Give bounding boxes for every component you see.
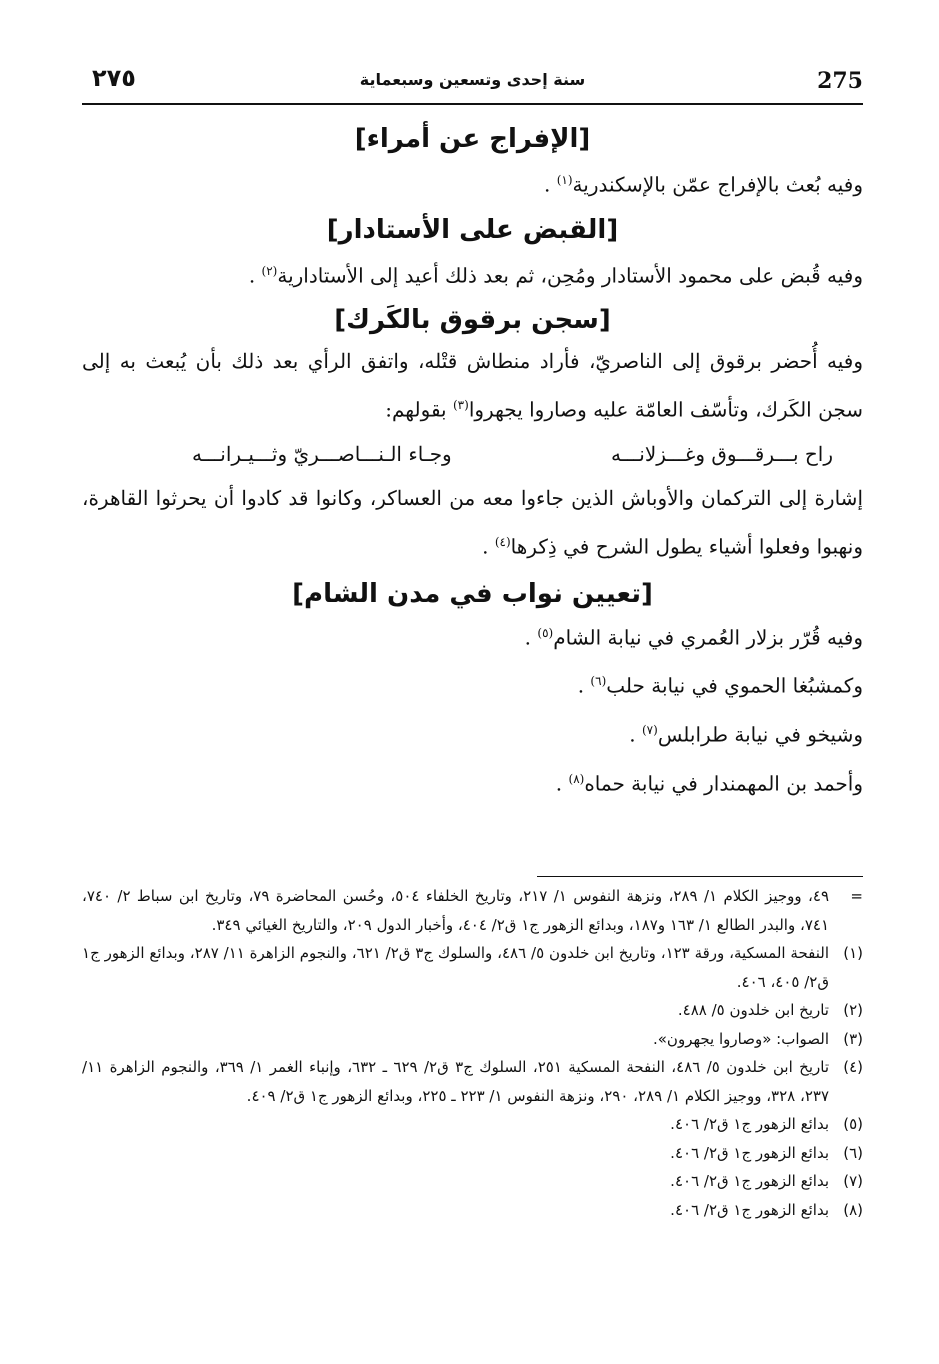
- paragraph: [82, 158, 863, 207]
- footnote-number: (٧): [843, 1172, 863, 1190]
- note-ref: (١): [556, 173, 573, 187]
- footnote: [82, 1053, 863, 1110]
- note-ref: (٨): [568, 771, 585, 786]
- item-end: .: [555, 771, 569, 796]
- note-ref: (٦): [590, 674, 607, 689]
- section-arrest: [82, 215, 863, 298]
- paragraph-text: وفيه قُبض على محمود الأستادار ومُحِن، ثم بعد ذلك أعيد إلى الأستادارية: [277, 263, 863, 288]
- footnote: [82, 996, 863, 1025]
- note-ref: (٤): [494, 534, 511, 549]
- section-heading: [الإفراج عن أمراء]: [354, 124, 591, 154]
- page-number-arabic: ٢٧٥: [92, 64, 136, 92]
- footnote-text: الصواب: «وصاروا يجهرون».: [652, 1029, 829, 1048]
- note-ref: (٢): [261, 263, 278, 278]
- footnote-rule: [537, 876, 863, 877]
- section-heading: [سجن برقوق بالكَرك]: [334, 305, 611, 336]
- footnote: [82, 1139, 863, 1168]
- section-heading: [تعيين نواب في مدن الشام]: [292, 578, 653, 609]
- footnote-text: النفحة المسكية، ورقة ١٢٣، وتاريخ ابن خلدون ٥/ ٤٨٦، والسلوك ج٣ ق٢/ ٦٢١، والنجوم الزاهرة ١١/ ٢٨٧، وبدائع الزهور ج١ ق٢/ ٤٠٥، ٤٠٦.: [82, 944, 830, 991]
- footnote-text: ٤٩، ووجيز الكلام ١/ ٢٨٩، ونزهة النفوس ١/ ٢١٧، وتاريخ الخلفاء ٥٠٤، وحُسن المحاضرة ٧٩، وتاريخ ابن سباط ٢/ ٧٤٠، ٧٤١، والبدر الطالع ١/ ١٦٣ و١٨٧، وبدائع الزهور ج١ ق٢/ ٤٠٤، وأخبار الدول ٢٠٩، والتاريخ الغيائي ٣٤٩.: [82, 887, 830, 934]
- note-ref: (٣): [452, 398, 469, 413]
- appointment-list: [82, 611, 863, 806]
- footnote-text: بدائع الزهور ج١ ق٢/ ٤٠٦.: [670, 1200, 829, 1219]
- list-item: [82, 708, 863, 757]
- item-text: وفيه قُرّر بزلار العُمري في نيابة الشام: [553, 625, 863, 650]
- item-end: .: [577, 673, 591, 698]
- poem-verse: [82, 432, 863, 476]
- paragraph-text: وفيه أُحضر برقوق إلى الناصريّ، فأراد منطاش قتْله، واتفق الرأي بعد ذلك بأن يُبعث به إلى سجن الكَرك، وتأسّف العامّة عليه وصاروا يجهروا: [82, 349, 863, 422]
- section-heading: [القبض على الأستادار]: [326, 214, 619, 245]
- footnote-number: (٤): [843, 1058, 863, 1076]
- running-header: [82, 62, 863, 102]
- footnote-text: بدائع الزهور ج١ ق٢/ ٤٠٦.: [670, 1115, 829, 1133]
- verse-second-half: وجـاء الـنـــاصـــريّ وثـــيـرانـــه: [192, 441, 452, 466]
- item-end: .: [524, 625, 538, 650]
- footnote-number: (٣): [843, 1029, 863, 1048]
- footnote: [82, 1196, 863, 1225]
- paragraph: [82, 476, 863, 569]
- footnote-number: (٢): [843, 1001, 863, 1019]
- item-text: وكمشبُغا الحموي في نيابة حلب: [606, 673, 863, 698]
- verse-first-half: راح بـــرقـــوق وغـــزلانـــه: [610, 441, 833, 466]
- footnote-text: بدائع الزهور ج١ ق٢/ ٤٠٦.: [670, 1172, 829, 1190]
- footnote-number: (٦): [843, 1143, 863, 1162]
- list-item: [82, 757, 863, 806]
- page-number: 275: [817, 68, 863, 94]
- section-prison: [82, 305, 863, 568]
- footnote-text: بدائع الزهور ج١ ق٢/ ٤٠٦.: [670, 1143, 829, 1162]
- footnote-number: (٥): [843, 1115, 863, 1133]
- footnote-number: =: [850, 887, 863, 905]
- running-title: سنة إحدى وتسعين وسبعماية: [359, 70, 586, 89]
- note-ref: (٧): [641, 722, 658, 737]
- note-ref: (٥): [537, 625, 554, 640]
- paragraph-text: إشارة إلى التركمان والأوباش الذين جاءوا معه من العساكر، وكانوا قد كادوا أن يحرثوا القاهرة، ونهبوا وفعلوا أشياء يطول الشرح في ذِكرها: [82, 485, 863, 559]
- footnote-number: (٨): [843, 1200, 863, 1219]
- paragraph-end: بقولهم:: [385, 397, 453, 422]
- footnote-text: تاريخ ابن خلدون ٥/ ٤٨٨.: [677, 1001, 829, 1019]
- paragraph-end: .: [543, 172, 557, 197]
- footnote: [82, 1110, 863, 1139]
- paragraph-end: .: [482, 534, 495, 559]
- item-text: وأحمد بن المهمندار في نيابة حماه: [584, 771, 863, 796]
- footnotes: [82, 882, 863, 1224]
- footnote-number: (١): [843, 944, 863, 962]
- paragraph: [82, 339, 863, 432]
- list-item: [82, 659, 863, 708]
- paragraph-text: وفيه بُعث بالإفراج عمّن بالإسكندرية: [572, 172, 863, 197]
- item-text: وشيخو في نيابة طرابلس: [657, 722, 863, 747]
- section-release: [82, 124, 863, 207]
- item-end: .: [629, 722, 642, 747]
- paragraph: [82, 249, 863, 298]
- footnote: [82, 1167, 863, 1196]
- list-item: [82, 611, 863, 660]
- header-rule: [82, 103, 863, 105]
- footnote: [82, 1025, 863, 1054]
- footnote: [82, 939, 863, 996]
- paragraph-end: .: [248, 263, 262, 288]
- footnote-text: تاريخ ابن خلدون ٥/ ٤٨٦، النفحة المسكية ٢٥١، السلوك ج٣ ق٢/ ٦٢٩ ـ ٦٣٢، وإنباء الغمر ١/ ٣٦٩، والنجوم الزاهرة ١١/ ٢٣٧، ٣٢٨، ووجيز الكلام ١/ ٢٨٩، ٢٩٠، ونزهة النفوس ١/ ٢٢٣ ـ ٢٢٥، وبدائع الزهور ج١ ق٢/ ٤٠٩.: [82, 1058, 829, 1105]
- footnote: [82, 882, 863, 939]
- main-text: [82, 110, 863, 805]
- section-appointments: [82, 579, 863, 806]
